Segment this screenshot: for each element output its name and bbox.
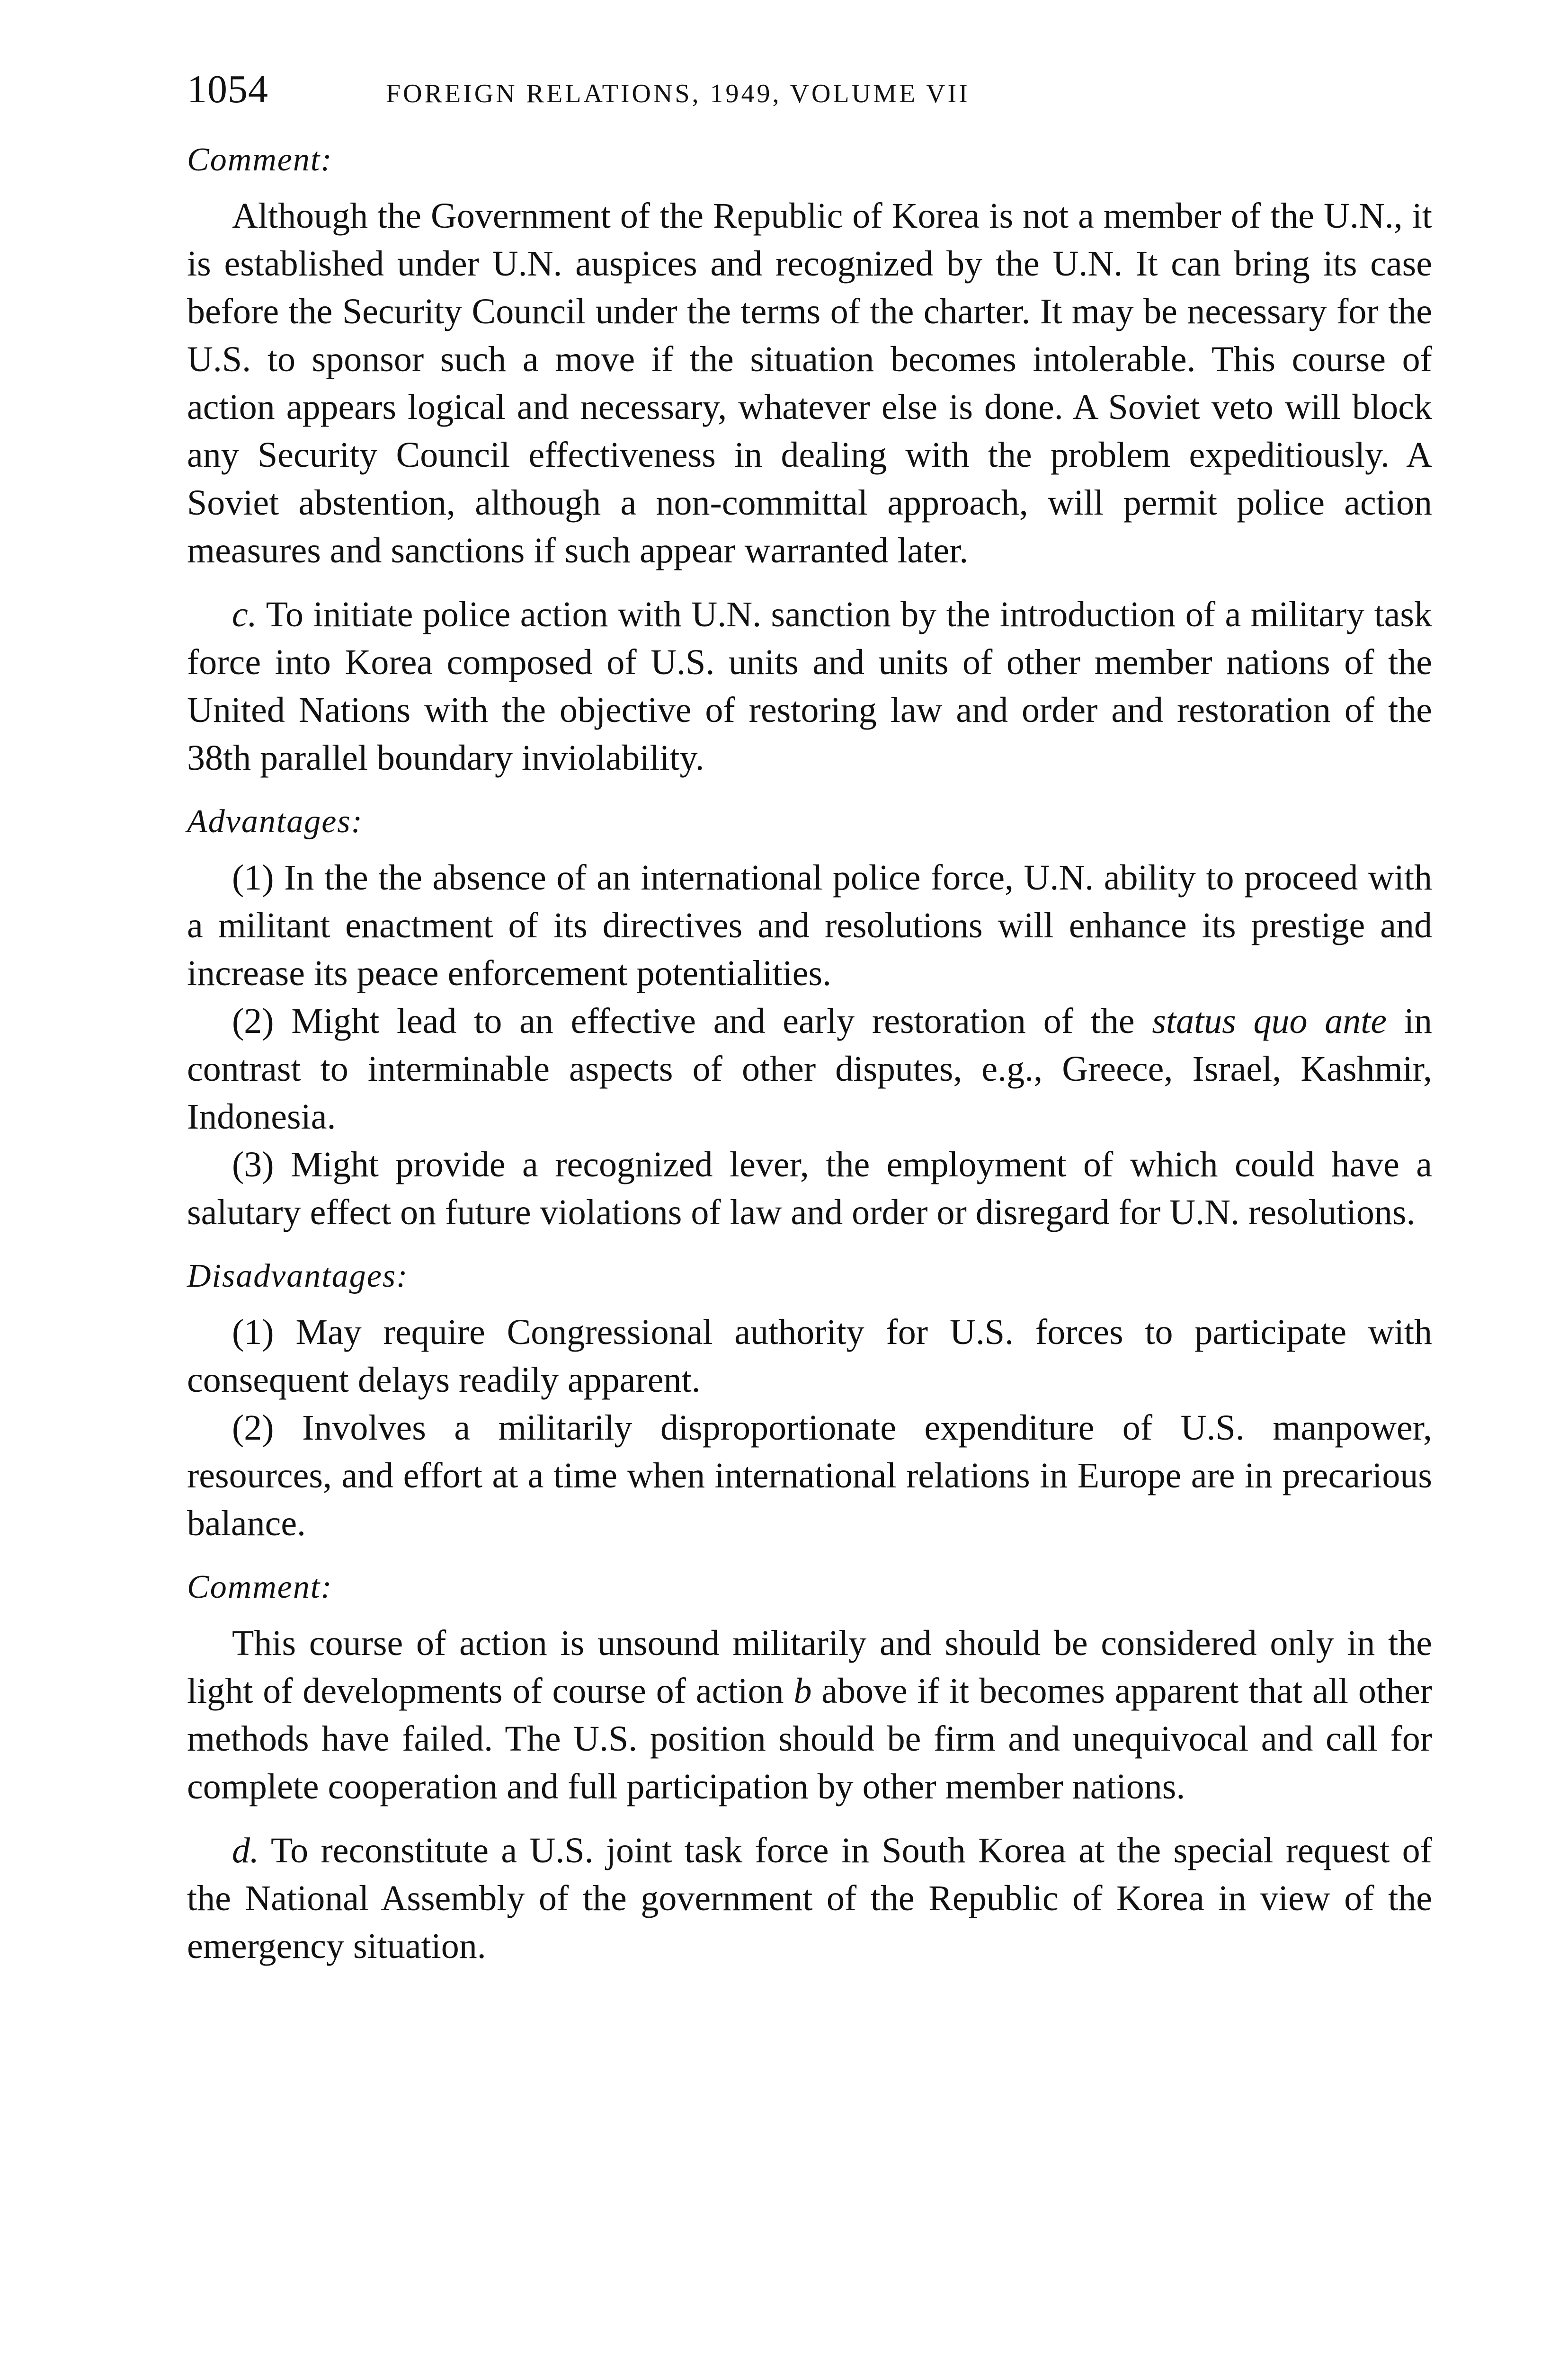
advantage-2-latin-phrase: status quo ante: [1152, 1001, 1387, 1041]
disadvantages-heading: Disadvantages:: [187, 1258, 409, 1294]
comment-heading: Comment:: [187, 142, 333, 178]
course-d-text: To reconstitute a U.S. joint task force in South Korea at the special request of the National Assembly of the government of the Republic of Korea in view of the emergency situation.: [187, 1831, 1432, 1966]
course-c-label: c.: [232, 595, 257, 634]
comment-heading-2: Comment:: [187, 1569, 333, 1605]
document-page: [187, 66, 1432, 1970]
advantages-heading: Advantages:: [187, 803, 363, 840]
page-header: [187, 66, 1432, 128]
running-head: FOREIGN RELATIONS, 1949, VOLUME VII: [386, 79, 970, 108]
advantage-1: (1) In the the absence of an international police force, U.N. ability to proceed with a militant enactment of its directives and resolutions will enhance its prestige and increase its peace enforcement potentialities.: [187, 858, 1432, 993]
course-d-label: d.: [232, 1831, 259, 1870]
course-c-text: To initiate police action with U.N. sanction by the introduction of a military task force into Korea composed of U.S. units and units of other member nations of the United Nations with the objective of restoring law and order and restoration of the 38th parallel boundary inviolability.: [187, 595, 1432, 778]
advantage-2-end: in contrast to interminable aspects of other disputes, e.g., Greece, Israel, Kashmir, Indonesia.: [187, 1001, 1433, 1137]
disadvantage-1: (1) May require Congressional authority for U.S. forces to participate with consequent delays readily apparent.: [187, 1312, 1432, 1400]
comment-paragraph-2: [187, 1620, 1432, 1811]
disadvantage-2: (2) Involves a militarily disproportionate expenditure of U.S. manpower, resources, and effort at a time when international relations in Europe are in precarious balance.: [187, 1408, 1432, 1543]
comment-2-course-ref: b: [793, 1671, 812, 1711]
course-c-paragraph: [187, 591, 1432, 782]
comment-paragraph: Although the Government of the Republic of Korea is not a member of the U.N., it is established under U.N. auspices and recognized by the U.N. It can bring its case before the Security Council under the terms of the charter. It may be necessary for the U.S. to sponsor such a move if the situation becomes intolerable. This course of action appears logical and necessary, whatever else is done. A Soviet veto will block any Security Council effectiveness in dealing with the problem expeditiously. A Soviet abstention, although a non-committal approach, will permit police action measures and sanctions if such appear warranted later.: [187, 196, 1432, 570]
advantage-2: [187, 997, 1432, 1141]
comment-2-start: This course of action is unsound militarily and should be considered only in the light of developments of course of action: [187, 1623, 1432, 1711]
comment-2-end: above if it becomes apparent that all other methods have failed. The U.S. position should be firm and unequivocal and call for complete cooperation and full participation by other member nations.: [187, 1671, 1433, 1806]
advantage-2-start: (2) Might lead to an effective and early restoration of the: [232, 1001, 1135, 1041]
advantage-3: (3) Might provide a recognized lever, the employment of which could have a salutary effect on future violations of law and order or disregard for U.N. resolutions.: [187, 1145, 1432, 1232]
page-number: 1054: [187, 67, 268, 111]
course-d-paragraph: [187, 1827, 1432, 1970]
